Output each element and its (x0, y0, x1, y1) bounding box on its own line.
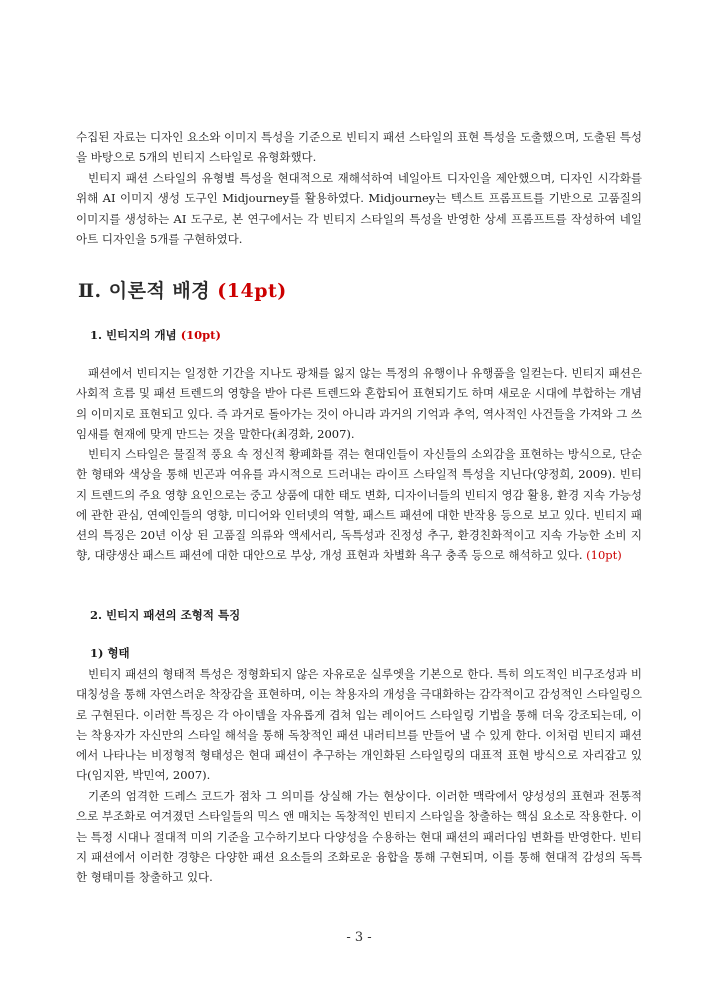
concept-paragraph-2-text: 빈티지 스타일은 물질적 풍요 속 정신적 황폐화를 겪는 현대인들이 자신들의 소외감을 표현하는 방식으로, 단순한 형태와 색상을 통해 빈곤과 여유를 과시적으로 드러내는 라이프 스타일적 특성을 지닌다(양정희, 2009). 빈티지 트렌드의 주요 영향 요인으로는 중고 상품에 대한 태도 변화, 디자이너들의 빈티지 영감 활용, 환경 지속 가능성에 관한 관심, 연예인들의 영향, 미디어와 인터넷의 역할, 패스트 패션에 대한 반작용 등으로 보고 있다. 빈티지 패션의 특징은 20년 이상 된 고품질 의류와 액세서리, 독특성과 진정성 추구, 환경친화적이고 지속 가능한 소비 지향, 대량생산 패스트 패션에 대한 대안으로 부상, 개성 표현과 차별화 욕구 충족 등으로 해석하고 있다. (76, 447, 642, 563)
subsection-heading-2: 2. 빈티지 패션의 조형적 특징 (90, 608, 241, 622)
paragraph-size-note: (10pt) (586, 548, 622, 563)
subsection-1-title: 1. 빈티지의 개념 (90, 328, 177, 342)
intro-paragraph-2: 빈티지 패션 스타일의 유형별 특성을 현대적으로 재해석하여 네일아트 디자인을 제안했으며, 디자인 시각화를 위해 AI 이미지 생성 도구인 Midjourney를 활용하였다. Midjourney는 텍스트 프롬프트를 기반으로 고품질의 이미지를 생성하는 AI 도구로, 본 연구에서는 각 빈티지 스타일의 특성을 반영한 상세 프롬프트를 작성하여 네일아트 디자인을 5개를 구현하였다. (76, 171, 642, 246)
concept-paragraph-1: 패션에서 빈티지는 일정한 기간을 지나도 광채를 잃지 않는 특정의 유행이나 유행품을 일컫는다. 빈티지 패션은 사회적 흐름 및 패션 트렌드의 영향을 받아 다른 트렌드와 혼합되어 표현되기도 하며 새로운 시대에 부합하는 개념의 이미지로 표현되고 있다. 즉 과거로 돌아가는 것이 아니라 과거의 기억과 추억, 역사적인 사건들을 가져와 그 쓰임새를 현재에 맞게 만드는 것을 말한다(최경화, 2007). (76, 366, 642, 441)
section-heading (78, 276, 287, 303)
item-heading-form: 1) 형태 (90, 646, 130, 660)
page-number: - 3 - (346, 930, 372, 945)
form-paragraph-2: 기존의 엄격한 드레스 코드가 점차 그 의미를 상실해 가는 현상이다. 이러한 맥락에서 양성성의 표현과 전통적으로 부조화로 여겨졌던 스타일들의 믹스 앤 매치는 독창적인 빈티지 스타일을 창출하는 핵심 요소로 작용한다. 이는 특정 시대나 절대적 미의 기준을 고수하기보다 다양성을 수용하는 현대 패션의 패러다임 변화를 반영한다. 빈티지 패션에서 이러한 경향은 다양한 패션 요소들의 조화로운 융합을 통해 구현되며, 이를 통해 현대적 감성의 독특한 형태미를 창출하고 있다. (76, 789, 642, 885)
section-title-size-note: (14pt) (217, 280, 287, 302)
intro-paragraph-1: 수집된 자료는 디자인 요소와 이미지 특성을 기준으로 빈티지 패션 스타일의 표현 특성을 도출했으며, 도출된 특성을 바탕으로 5개의 빈티지 스타일로 유형화했다. (76, 130, 642, 165)
subsection-1-size-note: (10pt) (180, 328, 221, 342)
concept-paragraph-2 (76, 444, 642, 566)
subsection-heading-1 (90, 327, 221, 343)
section-title: Ⅱ. 이론적 배경 (78, 280, 211, 302)
form-paragraph-1: 빈티지 패션의 형태적 특성은 정형화되지 않은 자유로운 실루엣을 기본으로 한다. 특히 의도적인 비구조성과 비대칭성을 통해 자연스러운 착장감을 표현하며, 이는 착용자의 개성을 극대화하는 감각적이고 감성적인 스타일링으로 구현된다. 이러한 특징은 각 아이템을 자유롭게 겹쳐 입는 레이어드 스타일링 기법을 통해 더욱 강조되는데, 이는 착용자가 자신만의 스타일 해석을 통해 독창적인 패션 내러티브를 만들어 낼 수 있게 한다. 이처럼 빈티지 패션에서 나타나는 비정형적 형태성은 현대 패션이 추구하는 개인화된 스타일링의 대표적 표현 방식으로 자리잡고 있다(임지완, 박민여, 2007). (76, 667, 642, 783)
